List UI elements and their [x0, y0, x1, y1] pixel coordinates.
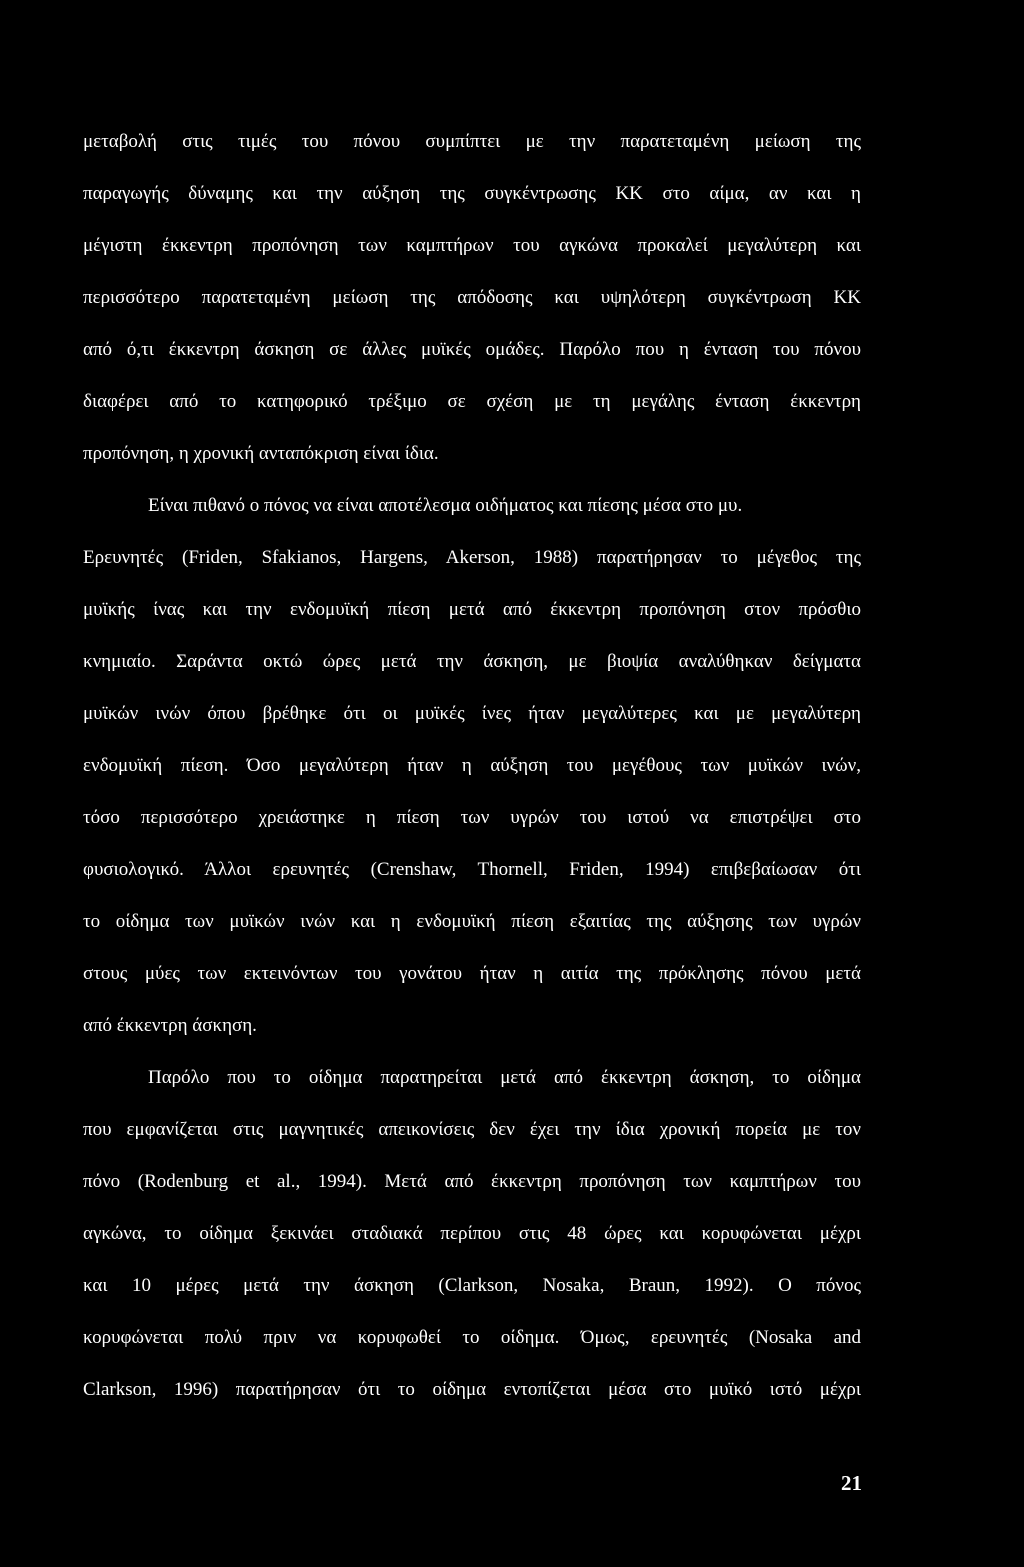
text-line: διαφέρει από το κατηφορικό τρέξιμο σε σχέση με τη μεγάλης ένταση έκκεντρη	[83, 391, 861, 412]
text-line: από ό,τι έκκεντρη άσκηση σε άλλες μυϊκές ομάδες. Παρόλο που η ένταση του πόνου	[83, 339, 861, 360]
text-line: αγκώνα, το οίδημα ξεκινάει σταδιακά περίπου στις 48 ώρες και κορυφώνεται μέχρι	[83, 1223, 861, 1244]
text-line: κορυφώνεται πολύ πριν να κορυφωθεί το οίδημα. Όμως, ερευνητές (Nosaka and	[83, 1327, 861, 1348]
text-line: από έκκεντρη άσκηση.	[83, 1015, 257, 1036]
text-line: τόσο περισσότερο χρειάστηκε η πίεση των υγρών του ιστού να επιστρέψει στο	[83, 807, 861, 828]
text-line: πόνο (Rodenburg et al., 1994). Μετά από έκκεντρη προπόνηση των καμπτήρων του	[83, 1171, 861, 1192]
text-line: ενδομυϊκή πίεση. Όσο μεγαλύτερη ήταν η αύξηση του μεγέθους των μυϊκών ινών,	[83, 755, 861, 776]
text-line: Ερευνητές (Friden, Sfakianos, Hargens, Akerson, 1988) παρατήρησαν το μέγεθος της	[83, 547, 861, 568]
text-line: μεταβολή στις τιμές του πόνου συμπίπτει με την παρατεταμένη μείωση της	[83, 131, 861, 152]
text-line: φυσιολογικό. Άλλοι ερευνητές (Crenshaw, Thornell, Friden, 1994) επιβεβαίωσαν ότι	[83, 859, 861, 880]
text-line: Παρόλο που το οίδημα παρατηρείται μετά από έκκεντρη άσκηση, το οίδημα	[148, 1067, 861, 1088]
text-line: το οίδημα των μυϊκών ινών και η ενδομυϊκή πίεση εξαιτίας της αύξησης των υγρών	[83, 911, 861, 932]
text-line: στους μύες των εκτεινόντων του γονάτου ήταν η αιτία της πρόκλησης πόνου μετά	[83, 963, 861, 984]
text-line: μυϊκών ινών όπου βρέθηκε ότι οι μυϊκές ίνες ήταν μεγαλύτερες και με μεγαλύτερη	[83, 703, 861, 724]
text-line: μυϊκής ίνας και την ενδομυϊκή πίεση μετά από έκκεντρη προπόνηση στον πρόσθιο	[83, 599, 861, 620]
text-line: και 10 μέρες μετά την άσκηση (Clarkson, Nosaka, Braun, 1992). Ο πόνος	[83, 1275, 861, 1296]
text-line: που εμφανίζεται στις μαγνητικές απεικονίσεις δεν έχει την ίδια χρονική πορεία με τον	[83, 1119, 861, 1140]
text-line: μέγιστη έκκεντρη προπόνηση των καμπτήρων του αγκώνα προκαλεί μεγαλύτερη και	[83, 235, 861, 256]
text-line: παραγωγής δύναμης και την αύξηση της συγκέντρωσης ΚΚ στο αίμα, αν και η	[83, 183, 861, 204]
text-line: περισσότερο παρατεταμένη μείωση της απόδοσης και υψηλότερη συγκέντρωση ΚΚ	[83, 287, 861, 308]
text-line: κνημιαίο. Σαράντα οκτώ ώρες μετά την άσκηση, με βιοψία αναλύθηκαν δείγματα	[83, 651, 861, 672]
page-number: 21	[841, 1471, 862, 1495]
text-line: Είναι πιθανό ο πόνος να είναι αποτέλεσμα οιδήματος και πίεσης μέσα στο μυ.	[148, 495, 743, 516]
text-line: προπόνηση, η χρονική ανταπόκριση είναι ίδια.	[83, 443, 439, 464]
text-line: Clarkson, 1996) παρατήρησαν ότι το οίδημα εντοπίζεται μέσα στο μυϊκό ιστό μέχρι	[83, 1379, 861, 1400]
